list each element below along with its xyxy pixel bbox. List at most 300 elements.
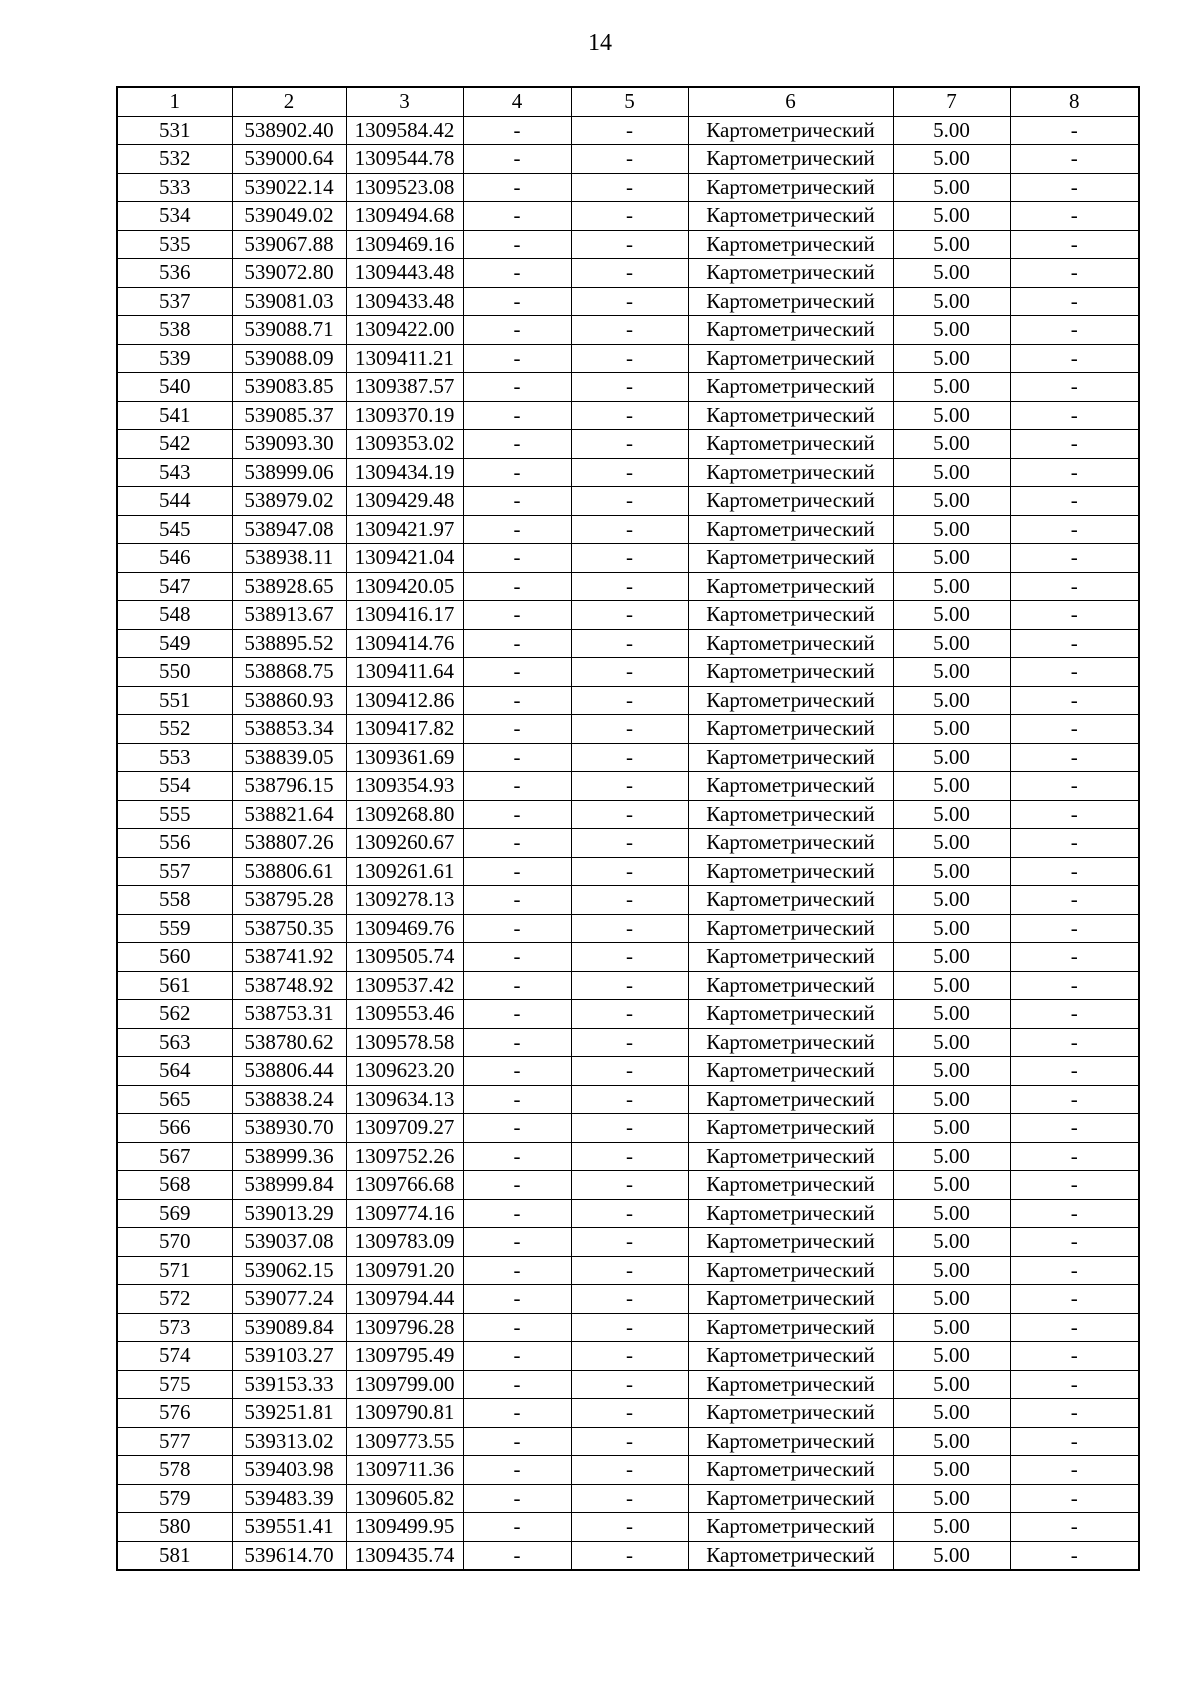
col4-cell: - [463, 572, 571, 601]
point-number-cell: 579 [117, 1484, 232, 1513]
column-header: 1 [117, 87, 232, 116]
accuracy-cell: 5.00 [893, 914, 1010, 943]
col8-cell: - [1010, 857, 1139, 886]
point-number-cell: 546 [117, 544, 232, 573]
table-row [117, 857, 1139, 886]
col4-cell: - [463, 1313, 571, 1342]
col8-cell: - [1010, 487, 1139, 516]
accuracy-cell: 5.00 [893, 1484, 1010, 1513]
col5-cell: - [571, 1285, 688, 1314]
col4-cell: - [463, 1114, 571, 1143]
y-coordinate-cell: 1309434.19 [346, 458, 463, 487]
accuracy-cell: 5.00 [893, 1313, 1010, 1342]
col4-cell: - [463, 1399, 571, 1428]
col4-cell: - [463, 829, 571, 858]
col4-cell: - [463, 1342, 571, 1371]
col8-cell: - [1010, 430, 1139, 459]
x-coordinate-cell: 538860.93 [232, 686, 346, 715]
accuracy-cell: 5.00 [893, 1142, 1010, 1171]
method-cell: Картометрический [688, 686, 893, 715]
col8-cell: - [1010, 316, 1139, 345]
table-row [117, 1484, 1139, 1513]
point-number-cell: 550 [117, 658, 232, 687]
method-cell: Картометрический [688, 1000, 893, 1029]
table-row [117, 458, 1139, 487]
col8-cell: - [1010, 515, 1139, 544]
col8-cell: - [1010, 287, 1139, 316]
y-coordinate-cell: 1309469.76 [346, 914, 463, 943]
point-number-cell: 567 [117, 1142, 232, 1171]
point-number-cell: 544 [117, 487, 232, 516]
method-cell: Картометрический [688, 458, 893, 487]
table-row [117, 971, 1139, 1000]
method-cell: Картометрический [688, 316, 893, 345]
x-coordinate-cell: 538868.75 [232, 658, 346, 687]
table-row [117, 1256, 1139, 1285]
accuracy-cell: 5.00 [893, 715, 1010, 744]
point-number-cell: 537 [117, 287, 232, 316]
method-cell: Картометрический [688, 1313, 893, 1342]
col4-cell: - [463, 1484, 571, 1513]
table-row [117, 743, 1139, 772]
col8-cell: - [1010, 401, 1139, 430]
table-row [117, 772, 1139, 801]
x-coordinate-cell: 538913.67 [232, 601, 346, 630]
col5-cell: - [571, 601, 688, 630]
y-coordinate-cell: 1309278.13 [346, 886, 463, 915]
col5-cell: - [571, 487, 688, 516]
col4-cell: - [463, 1285, 571, 1314]
col4-cell: - [463, 1541, 571, 1570]
accuracy-cell: 5.00 [893, 202, 1010, 231]
point-number-cell: 533 [117, 173, 232, 202]
x-coordinate-cell: 539037.08 [232, 1228, 346, 1257]
x-coordinate-cell: 538930.70 [232, 1114, 346, 1143]
table-row [117, 1085, 1139, 1114]
y-coordinate-cell: 1309443.48 [346, 259, 463, 288]
y-coordinate-cell: 1309411.64 [346, 658, 463, 687]
col5-cell: - [571, 857, 688, 886]
col4-cell: - [463, 1028, 571, 1057]
method-cell: Картометрический [688, 344, 893, 373]
col4-cell: - [463, 1142, 571, 1171]
col5-cell: - [571, 886, 688, 915]
col5-cell: - [571, 914, 688, 943]
col8-cell: - [1010, 572, 1139, 601]
x-coordinate-cell: 539088.09 [232, 344, 346, 373]
col8-cell: - [1010, 202, 1139, 231]
col8-cell: - [1010, 1399, 1139, 1428]
table-row [117, 515, 1139, 544]
col8-cell: - [1010, 145, 1139, 174]
table-row [117, 1199, 1139, 1228]
point-number-cell: 572 [117, 1285, 232, 1314]
accuracy-cell: 5.00 [893, 173, 1010, 202]
col4-cell: - [463, 1513, 571, 1542]
y-coordinate-cell: 1309261.61 [346, 857, 463, 886]
table-row [117, 914, 1139, 943]
accuracy-cell: 5.00 [893, 116, 1010, 145]
accuracy-cell: 5.00 [893, 601, 1010, 630]
table-row [117, 1456, 1139, 1485]
col4-cell: - [463, 1427, 571, 1456]
accuracy-cell: 5.00 [893, 344, 1010, 373]
x-coordinate-cell: 538753.31 [232, 1000, 346, 1029]
col4-cell: - [463, 259, 571, 288]
y-coordinate-cell: 1309260.67 [346, 829, 463, 858]
col8-cell: - [1010, 686, 1139, 715]
col5-cell: - [571, 772, 688, 801]
x-coordinate-cell: 538821.64 [232, 800, 346, 829]
col8-cell: - [1010, 1513, 1139, 1542]
col8-cell: - [1010, 715, 1139, 744]
method-cell: Картометрический [688, 1028, 893, 1057]
accuracy-cell: 5.00 [893, 1399, 1010, 1428]
table-row [117, 1399, 1139, 1428]
accuracy-cell: 5.00 [893, 857, 1010, 886]
col5-cell: - [571, 1057, 688, 1086]
y-coordinate-cell: 1309709.27 [346, 1114, 463, 1143]
accuracy-cell: 5.00 [893, 1114, 1010, 1143]
point-number-cell: 568 [117, 1171, 232, 1200]
point-number-cell: 560 [117, 943, 232, 972]
col5-cell: - [571, 1228, 688, 1257]
x-coordinate-cell: 539551.41 [232, 1513, 346, 1542]
table-row [117, 1427, 1139, 1456]
col8-cell: - [1010, 1313, 1139, 1342]
col4-cell: - [463, 373, 571, 402]
col5-cell: - [571, 1427, 688, 1456]
accuracy-cell: 5.00 [893, 1256, 1010, 1285]
col5-cell: - [571, 1114, 688, 1143]
table-row [117, 1171, 1139, 1200]
y-coordinate-cell: 1309435.74 [346, 1541, 463, 1570]
x-coordinate-cell: 538938.11 [232, 544, 346, 573]
accuracy-cell: 5.00 [893, 515, 1010, 544]
table-body [117, 116, 1139, 1570]
method-cell: Картометрический [688, 1199, 893, 1228]
accuracy-cell: 5.00 [893, 1199, 1010, 1228]
point-number-cell: 542 [117, 430, 232, 459]
col5-cell: - [571, 943, 688, 972]
col5-cell: - [571, 287, 688, 316]
col5-cell: - [571, 515, 688, 544]
col8-cell: - [1010, 1228, 1139, 1257]
col8-cell: - [1010, 1541, 1139, 1570]
col4-cell: - [463, 1000, 571, 1029]
method-cell: Картометрический [688, 1399, 893, 1428]
table-row [117, 344, 1139, 373]
col4-cell: - [463, 658, 571, 687]
method-cell: Картометрический [688, 373, 893, 402]
accuracy-cell: 5.00 [893, 287, 1010, 316]
col5-cell: - [571, 971, 688, 1000]
accuracy-cell: 5.00 [893, 1370, 1010, 1399]
col4-cell: - [463, 202, 571, 231]
method-cell: Картометрический [688, 971, 893, 1000]
x-coordinate-cell: 539103.27 [232, 1342, 346, 1371]
method-cell: Картометрический [688, 1085, 893, 1114]
table-row [117, 1000, 1139, 1029]
col4-cell: - [463, 458, 571, 487]
method-cell: Картометрический [688, 1541, 893, 1570]
col5-cell: - [571, 1484, 688, 1513]
y-coordinate-cell: 1309412.86 [346, 686, 463, 715]
x-coordinate-cell: 538838.24 [232, 1085, 346, 1114]
x-coordinate-cell: 539251.81 [232, 1399, 346, 1428]
x-coordinate-cell: 539081.03 [232, 287, 346, 316]
column-header: 4 [463, 87, 571, 116]
point-number-cell: 562 [117, 1000, 232, 1029]
y-coordinate-cell: 1309414.76 [346, 629, 463, 658]
col8-cell: - [1010, 373, 1139, 402]
point-number-cell: 557 [117, 857, 232, 886]
table-row [117, 230, 1139, 259]
point-number-cell: 570 [117, 1228, 232, 1257]
table-row [117, 886, 1139, 915]
col4-cell: - [463, 686, 571, 715]
col5-cell: - [571, 1370, 688, 1399]
accuracy-cell: 5.00 [893, 544, 1010, 573]
col5-cell: - [571, 316, 688, 345]
x-coordinate-cell: 539085.37 [232, 401, 346, 430]
y-coordinate-cell: 1309773.55 [346, 1427, 463, 1456]
point-number-cell: 540 [117, 373, 232, 402]
accuracy-cell: 5.00 [893, 1513, 1010, 1542]
col4-cell: - [463, 800, 571, 829]
point-number-cell: 580 [117, 1513, 232, 1542]
col8-cell: - [1010, 344, 1139, 373]
x-coordinate-cell: 539153.33 [232, 1370, 346, 1399]
x-coordinate-cell: 538796.15 [232, 772, 346, 801]
table-row [117, 601, 1139, 630]
col5-cell: - [571, 116, 688, 145]
x-coordinate-cell: 539000.64 [232, 145, 346, 174]
point-number-cell: 538 [117, 316, 232, 345]
point-number-cell: 541 [117, 401, 232, 430]
coordinates-table [116, 86, 1140, 1571]
accuracy-cell: 5.00 [893, 1057, 1010, 1086]
col4-cell: - [463, 601, 571, 630]
y-coordinate-cell: 1309799.00 [346, 1370, 463, 1399]
col4-cell: - [463, 515, 571, 544]
col8-cell: - [1010, 772, 1139, 801]
col8-cell: - [1010, 914, 1139, 943]
column-header: 6 [688, 87, 893, 116]
col8-cell: - [1010, 629, 1139, 658]
method-cell: Картометрический [688, 658, 893, 687]
col8-cell: - [1010, 1114, 1139, 1143]
x-coordinate-cell: 538750.35 [232, 914, 346, 943]
y-coordinate-cell: 1309553.46 [346, 1000, 463, 1029]
y-coordinate-cell: 1309791.20 [346, 1256, 463, 1285]
point-number-cell: 558 [117, 886, 232, 915]
table-row [117, 943, 1139, 972]
point-number-cell: 563 [117, 1028, 232, 1057]
x-coordinate-cell: 539072.80 [232, 259, 346, 288]
accuracy-cell: 5.00 [893, 1427, 1010, 1456]
column-header: 5 [571, 87, 688, 116]
table-row [117, 1057, 1139, 1086]
method-cell: Картометрический [688, 487, 893, 516]
col8-cell: - [1010, 743, 1139, 772]
x-coordinate-cell: 538795.28 [232, 886, 346, 915]
accuracy-cell: 5.00 [893, 1000, 1010, 1029]
table-row [117, 116, 1139, 145]
column-header: 3 [346, 87, 463, 116]
y-coordinate-cell: 1309433.48 [346, 287, 463, 316]
point-number-cell: 555 [117, 800, 232, 829]
col4-cell: - [463, 1256, 571, 1285]
col4-cell: - [463, 1085, 571, 1114]
method-cell: Картометрический [688, 857, 893, 886]
table-row [117, 173, 1139, 202]
point-number-cell: 569 [117, 1199, 232, 1228]
accuracy-cell: 5.00 [893, 629, 1010, 658]
col8-cell: - [1010, 1484, 1139, 1513]
y-coordinate-cell: 1309416.17 [346, 601, 463, 630]
method-cell: Картометрический [688, 1228, 893, 1257]
table-row [117, 373, 1139, 402]
x-coordinate-cell: 539403.98 [232, 1456, 346, 1485]
y-coordinate-cell: 1309387.57 [346, 373, 463, 402]
x-coordinate-cell: 538853.34 [232, 715, 346, 744]
method-cell: Картометрический [688, 116, 893, 145]
method-cell: Картометрический [688, 1256, 893, 1285]
col5-cell: - [571, 1541, 688, 1570]
x-coordinate-cell: 539313.02 [232, 1427, 346, 1456]
col8-cell: - [1010, 1085, 1139, 1114]
col5-cell: - [571, 1256, 688, 1285]
x-coordinate-cell: 538999.06 [232, 458, 346, 487]
col8-cell: - [1010, 1142, 1139, 1171]
accuracy-cell: 5.00 [893, 1285, 1010, 1314]
y-coordinate-cell: 1309795.49 [346, 1342, 463, 1371]
col8-cell: - [1010, 601, 1139, 630]
method-cell: Картометрический [688, 1513, 893, 1542]
x-coordinate-cell: 538806.44 [232, 1057, 346, 1086]
col5-cell: - [571, 1342, 688, 1371]
x-coordinate-cell: 538806.61 [232, 857, 346, 886]
col4-cell: - [463, 173, 571, 202]
table-row [117, 629, 1139, 658]
method-cell: Картометрический [688, 145, 893, 174]
x-coordinate-cell: 538999.84 [232, 1171, 346, 1200]
point-number-cell: 573 [117, 1313, 232, 1342]
table-row [117, 686, 1139, 715]
x-coordinate-cell: 539062.15 [232, 1256, 346, 1285]
table-row [117, 1370, 1139, 1399]
col8-cell: - [1010, 458, 1139, 487]
y-coordinate-cell: 1309537.42 [346, 971, 463, 1000]
col8-cell: - [1010, 943, 1139, 972]
table-row [117, 430, 1139, 459]
method-cell: Картометрический [688, 202, 893, 231]
col5-cell: - [571, 1142, 688, 1171]
method-cell: Картометрический [688, 401, 893, 430]
x-coordinate-cell: 538741.92 [232, 943, 346, 972]
col5-cell: - [571, 1313, 688, 1342]
accuracy-cell: 5.00 [893, 401, 1010, 430]
col4-cell: - [463, 743, 571, 772]
col8-cell: - [1010, 886, 1139, 915]
x-coordinate-cell: 539077.24 [232, 1285, 346, 1314]
table-row [117, 1513, 1139, 1542]
x-coordinate-cell: 538947.08 [232, 515, 346, 544]
table-row [117, 1342, 1139, 1371]
y-coordinate-cell: 1309796.28 [346, 1313, 463, 1342]
col8-cell: - [1010, 800, 1139, 829]
method-cell: Картометрический [688, 287, 893, 316]
table-row [117, 487, 1139, 516]
col4-cell: - [463, 772, 571, 801]
accuracy-cell: 5.00 [893, 1541, 1010, 1570]
accuracy-cell: 5.00 [893, 886, 1010, 915]
method-cell: Картометрический [688, 544, 893, 573]
table-row [117, 287, 1139, 316]
col5-cell: - [571, 800, 688, 829]
col5-cell: - [571, 1456, 688, 1485]
point-number-cell: 549 [117, 629, 232, 658]
method-cell: Картометрический [688, 572, 893, 601]
table-row [117, 715, 1139, 744]
x-coordinate-cell: 538902.40 [232, 116, 346, 145]
table-row [117, 401, 1139, 430]
accuracy-cell: 5.00 [893, 658, 1010, 687]
col5-cell: - [571, 1028, 688, 1057]
col4-cell: - [463, 287, 571, 316]
y-coordinate-cell: 1309268.80 [346, 800, 463, 829]
x-coordinate-cell: 538979.02 [232, 487, 346, 516]
col5-cell: - [571, 1085, 688, 1114]
point-number-cell: 575 [117, 1370, 232, 1399]
col5-cell: - [571, 1199, 688, 1228]
method-cell: Картометрический [688, 715, 893, 744]
col4-cell: - [463, 971, 571, 1000]
y-coordinate-cell: 1309578.58 [346, 1028, 463, 1057]
accuracy-cell: 5.00 [893, 772, 1010, 801]
x-coordinate-cell: 539049.02 [232, 202, 346, 231]
y-coordinate-cell: 1309766.68 [346, 1171, 463, 1200]
method-cell: Картометрический [688, 1285, 893, 1314]
col5-cell: - [571, 829, 688, 858]
method-cell: Картометрический [688, 743, 893, 772]
accuracy-cell: 5.00 [893, 1228, 1010, 1257]
col5-cell: - [571, 544, 688, 573]
point-number-cell: 531 [117, 116, 232, 145]
point-number-cell: 547 [117, 572, 232, 601]
x-coordinate-cell: 538780.62 [232, 1028, 346, 1057]
table-header-row [117, 87, 1139, 116]
accuracy-cell: 5.00 [893, 259, 1010, 288]
col8-cell: - [1010, 173, 1139, 202]
x-coordinate-cell: 538999.36 [232, 1142, 346, 1171]
table-row [117, 1028, 1139, 1057]
y-coordinate-cell: 1309794.44 [346, 1285, 463, 1314]
col5-cell: - [571, 202, 688, 231]
y-coordinate-cell: 1309354.93 [346, 772, 463, 801]
col4-cell: - [463, 857, 571, 886]
x-coordinate-cell: 539088.71 [232, 316, 346, 345]
col5-cell: - [571, 173, 688, 202]
col5-cell: - [571, 401, 688, 430]
method-cell: Картометрический [688, 943, 893, 972]
y-coordinate-cell: 1309429.48 [346, 487, 463, 516]
col4-cell: - [463, 230, 571, 259]
point-number-cell: 576 [117, 1399, 232, 1428]
method-cell: Картометрический [688, 1427, 893, 1456]
col5-cell: - [571, 373, 688, 402]
